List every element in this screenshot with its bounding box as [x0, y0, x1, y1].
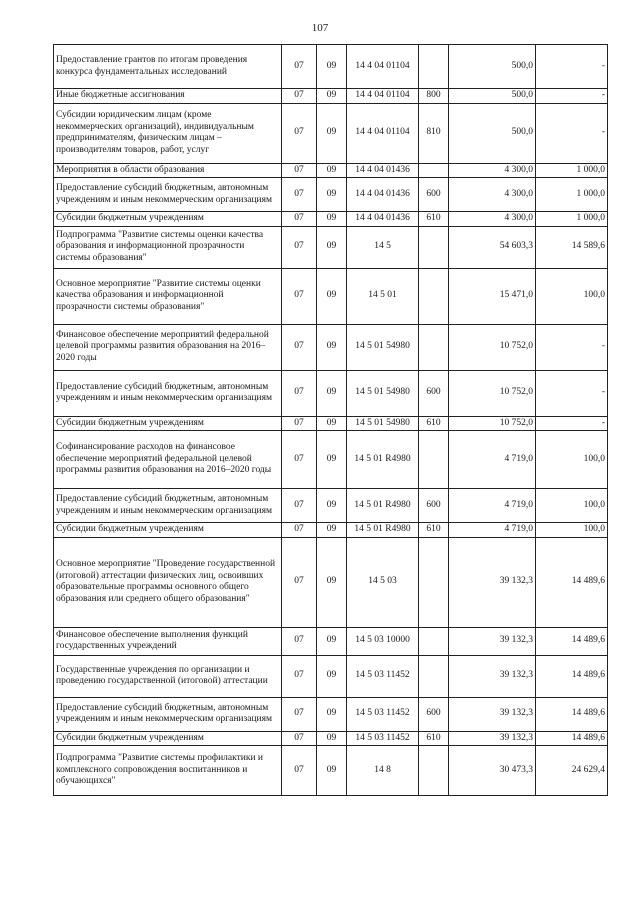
cell-amount-2: - — [536, 103, 608, 163]
cell-amount-1: 39 132,3 — [449, 655, 536, 697]
page-number: 107 — [311, 22, 329, 34]
cell-subsection: 09 — [317, 537, 347, 627]
cell-amount-2: 100,0 — [536, 268, 608, 324]
cell-amount-1: 10 752,0 — [449, 370, 536, 416]
cell-subsection: 09 — [317, 370, 347, 416]
cell-section: 07 — [282, 697, 317, 731]
cell-expense-type: 610 — [419, 731, 449, 746]
cell-target-article: 14 5 01 — [347, 268, 419, 324]
cell-section: 07 — [282, 103, 317, 163]
table-row — [54, 268, 608, 324]
cell-name: Субсидии бюджетным учреждениям — [54, 212, 282, 227]
cell-amount-1: 30 473,3 — [449, 746, 536, 796]
cell-target-article: 14 8 — [347, 746, 419, 796]
cell-name: Предоставление субсидий бюджетным, автономным учреждениям и иным некоммерческим организациям — [54, 697, 282, 731]
cell-target-article: 14 4 04 01104 — [347, 45, 419, 89]
cell-subsection: 09 — [317, 697, 347, 731]
cell-section: 07 — [282, 416, 317, 431]
cell-section: 07 — [282, 627, 317, 655]
cell-expense-type — [419, 627, 449, 655]
table-row — [54, 416, 608, 431]
cell-amount-1: 500,0 — [449, 89, 536, 104]
cell-subsection: 09 — [317, 103, 347, 163]
cell-amount-2: 24 629,4 — [536, 746, 608, 796]
table-row — [54, 489, 608, 523]
cell-name: Основное мероприятие "Развитие системы оценки качества образования и информационной прозрачности системы образования" — [54, 268, 282, 324]
cell-target-article: 14 5 01 54980 — [347, 324, 419, 370]
cell-target-article: 14 5 01 54980 — [347, 416, 419, 431]
cell-section: 07 — [282, 163, 317, 178]
cell-amount-2: 14 489,6 — [536, 537, 608, 627]
cell-section: 07 — [282, 89, 317, 104]
cell-expense-type: 610 — [419, 416, 449, 431]
cell-name: Основное мероприятие "Проведение государственной (итоговой) аттестации физических лиц, освоивших образовательные программы основного общего образования или среднего общего образования" — [54, 537, 282, 627]
cell-target-article: 14 4 04 01104 — [347, 89, 419, 104]
cell-name: Предоставление субсидий бюджетным, автономным учреждениям и иным некоммерческим организациям — [54, 489, 282, 523]
cell-name: Субсидии бюджетным учреждениям — [54, 416, 282, 431]
cell-section: 07 — [282, 45, 317, 89]
cell-subsection: 09 — [317, 655, 347, 697]
table-row — [54, 627, 608, 655]
cell-amount-2: - — [536, 370, 608, 416]
cell-amount-2: 1 000,0 — [536, 212, 608, 227]
cell-subsection: 09 — [317, 489, 347, 523]
cell-amount-2: 14 489,6 — [536, 697, 608, 731]
cell-subsection: 09 — [317, 226, 347, 268]
cell-section: 07 — [282, 431, 317, 489]
cell-expense-type: 600 — [419, 178, 449, 212]
cell-target-article: 14 5 03 — [347, 537, 419, 627]
cell-amount-2: - — [536, 45, 608, 89]
table-row — [54, 731, 608, 746]
cell-amount-2: 100,0 — [536, 431, 608, 489]
table-row — [54, 178, 608, 212]
cell-amount-1: 4 719,0 — [449, 523, 536, 538]
cell-section: 07 — [282, 746, 317, 796]
cell-section: 07 — [282, 178, 317, 212]
cell-target-article: 14 5 03 11452 — [347, 655, 419, 697]
cell-amount-1: 4 300,0 — [449, 212, 536, 227]
cell-section: 07 — [282, 489, 317, 523]
cell-expense-type — [419, 45, 449, 89]
cell-expense-type — [419, 163, 449, 178]
budget-table — [53, 44, 608, 796]
cell-target-article: 14 4 04 01436 — [347, 178, 419, 212]
cell-amount-2: 100,0 — [536, 489, 608, 523]
cell-target-article: 14 5 03 11452 — [347, 697, 419, 731]
cell-target-article: 14 4 04 01436 — [347, 163, 419, 178]
cell-amount-1: 4 719,0 — [449, 431, 536, 489]
cell-amount-1: 4 719,0 — [449, 489, 536, 523]
cell-subsection: 09 — [317, 89, 347, 104]
cell-expense-type: 810 — [419, 103, 449, 163]
cell-subsection: 09 — [317, 523, 347, 538]
cell-amount-1: 39 132,3 — [449, 697, 536, 731]
cell-section: 07 — [282, 268, 317, 324]
cell-amount-2: 14 489,6 — [536, 655, 608, 697]
cell-amount-2: 14 489,6 — [536, 627, 608, 655]
cell-name: Предоставление субсидий бюджетным, автономным учреждениям и иным некоммерческим организациям — [54, 370, 282, 416]
cell-name: Финансовое обеспечение мероприятий федеральной целевой программы развития образования на 2016–2020 годы — [54, 324, 282, 370]
cell-target-article: 14 5 03 11452 — [347, 731, 419, 746]
table-row — [54, 226, 608, 268]
cell-subsection: 09 — [317, 431, 347, 489]
cell-amount-2: - — [536, 324, 608, 370]
cell-amount-2: - — [536, 89, 608, 104]
table-row — [54, 212, 608, 227]
table-row — [54, 746, 608, 796]
cell-section: 07 — [282, 324, 317, 370]
cell-target-article: 14 5 — [347, 226, 419, 268]
cell-name: Предоставление субсидий бюджетным, автономным учреждениям и иным некоммерческим организациям — [54, 178, 282, 212]
cell-subsection: 09 — [317, 212, 347, 227]
cell-target-article: 14 5 01 54980 — [347, 370, 419, 416]
cell-amount-1: 15 471,0 — [449, 268, 536, 324]
cell-target-article: 14 5 01 R4980 — [347, 431, 419, 489]
cell-amount-2: 14 489,6 — [536, 731, 608, 746]
cell-section: 07 — [282, 226, 317, 268]
cell-name: Предоставление грантов по итогам проведения конкурса фундаментальных исследований — [54, 45, 282, 89]
cell-section: 07 — [282, 523, 317, 538]
table-row — [54, 89, 608, 104]
cell-name: Мероприятия в области образования — [54, 163, 282, 178]
cell-amount-1: 10 752,0 — [449, 416, 536, 431]
cell-expense-type — [419, 746, 449, 796]
cell-name: Подпрограмма "Развитие системы профилактики и комплексного сопровождения воспитанников и обучающихся" — [54, 746, 282, 796]
cell-section: 07 — [282, 731, 317, 746]
cell-subsection: 09 — [317, 45, 347, 89]
cell-amount-1: 39 132,3 — [449, 731, 536, 746]
cell-expense-type: 610 — [419, 523, 449, 538]
cell-section: 07 — [282, 655, 317, 697]
cell-amount-2: 100,0 — [536, 523, 608, 538]
cell-expense-type: 600 — [419, 489, 449, 523]
cell-subsection: 09 — [317, 163, 347, 178]
cell-expense-type — [419, 655, 449, 697]
cell-subsection: 09 — [317, 268, 347, 324]
cell-amount-2: - — [536, 416, 608, 431]
table-row — [54, 45, 608, 89]
cell-amount-1: 39 132,3 — [449, 537, 536, 627]
cell-expense-type — [419, 226, 449, 268]
cell-name: Софинансирование расходов на финансовое обеспечение мероприятий федеральной целевой программы развития образования на 2016–2020 годы — [54, 431, 282, 489]
table-row — [54, 163, 608, 178]
cell-amount-1: 500,0 — [449, 45, 536, 89]
cell-target-article: 14 4 04 01436 — [347, 212, 419, 227]
cell-expense-type — [419, 324, 449, 370]
cell-subsection: 09 — [317, 731, 347, 746]
cell-expense-type: 800 — [419, 89, 449, 104]
cell-target-article: 14 5 03 10000 — [347, 627, 419, 655]
cell-expense-type: 600 — [419, 697, 449, 731]
cell-name: Субсидии бюджетным учреждениям — [54, 731, 282, 746]
cell-subsection: 09 — [317, 324, 347, 370]
cell-amount-2: 1 000,0 — [536, 163, 608, 178]
cell-expense-type: 610 — [419, 212, 449, 227]
cell-target-article: 14 5 01 R4980 — [347, 489, 419, 523]
table-row — [54, 431, 608, 489]
cell-subsection: 09 — [317, 627, 347, 655]
table-row — [54, 537, 608, 627]
cell-subsection: 09 — [317, 416, 347, 431]
cell-name: Финансовое обеспечение выполнения функций государственных учреждений — [54, 627, 282, 655]
cell-expense-type — [419, 268, 449, 324]
table-body — [54, 45, 608, 796]
table-row — [54, 523, 608, 538]
cell-section: 07 — [282, 212, 317, 227]
cell-amount-1: 500,0 — [449, 103, 536, 163]
table-row — [54, 370, 608, 416]
cell-target-article: 14 5 01 R4980 — [347, 523, 419, 538]
table-row — [54, 324, 608, 370]
table-row — [54, 103, 608, 163]
cell-name: Иные бюджетные ассигнования — [54, 89, 282, 104]
table-row — [54, 655, 608, 697]
table-row — [54, 697, 608, 731]
cell-amount-1: 4 300,0 — [449, 163, 536, 178]
cell-expense-type — [419, 537, 449, 627]
cell-target-article: 14 4 04 01104 — [347, 103, 419, 163]
cell-amount-1: 39 132,3 — [449, 627, 536, 655]
cell-amount-2: 1 000,0 — [536, 178, 608, 212]
cell-section: 07 — [282, 370, 317, 416]
cell-amount-1: 54 603,3 — [449, 226, 536, 268]
cell-name: Подпрограмма "Развитие системы оценки качества образования и информационной прозрачности системы образования" — [54, 226, 282, 268]
cell-expense-type — [419, 431, 449, 489]
cell-name: Государственные учреждения по организации и проведению государственной (итоговой) аттестации — [54, 655, 282, 697]
cell-expense-type: 600 — [419, 370, 449, 416]
cell-name: Субсидии юридическим лицам (кроме некоммерческих организаций), индивидуальным предпринимателям, физическим лицам – производителям товаров, работ, услуг — [54, 103, 282, 163]
cell-amount-1: 4 300,0 — [449, 178, 536, 212]
cell-amount-1: 10 752,0 — [449, 324, 536, 370]
cell-section: 07 — [282, 537, 317, 627]
cell-subsection: 09 — [317, 178, 347, 212]
cell-name: Субсидии бюджетным учреждениям — [54, 523, 282, 538]
cell-subsection: 09 — [317, 746, 347, 796]
cell-amount-2: 14 589,6 — [536, 226, 608, 268]
